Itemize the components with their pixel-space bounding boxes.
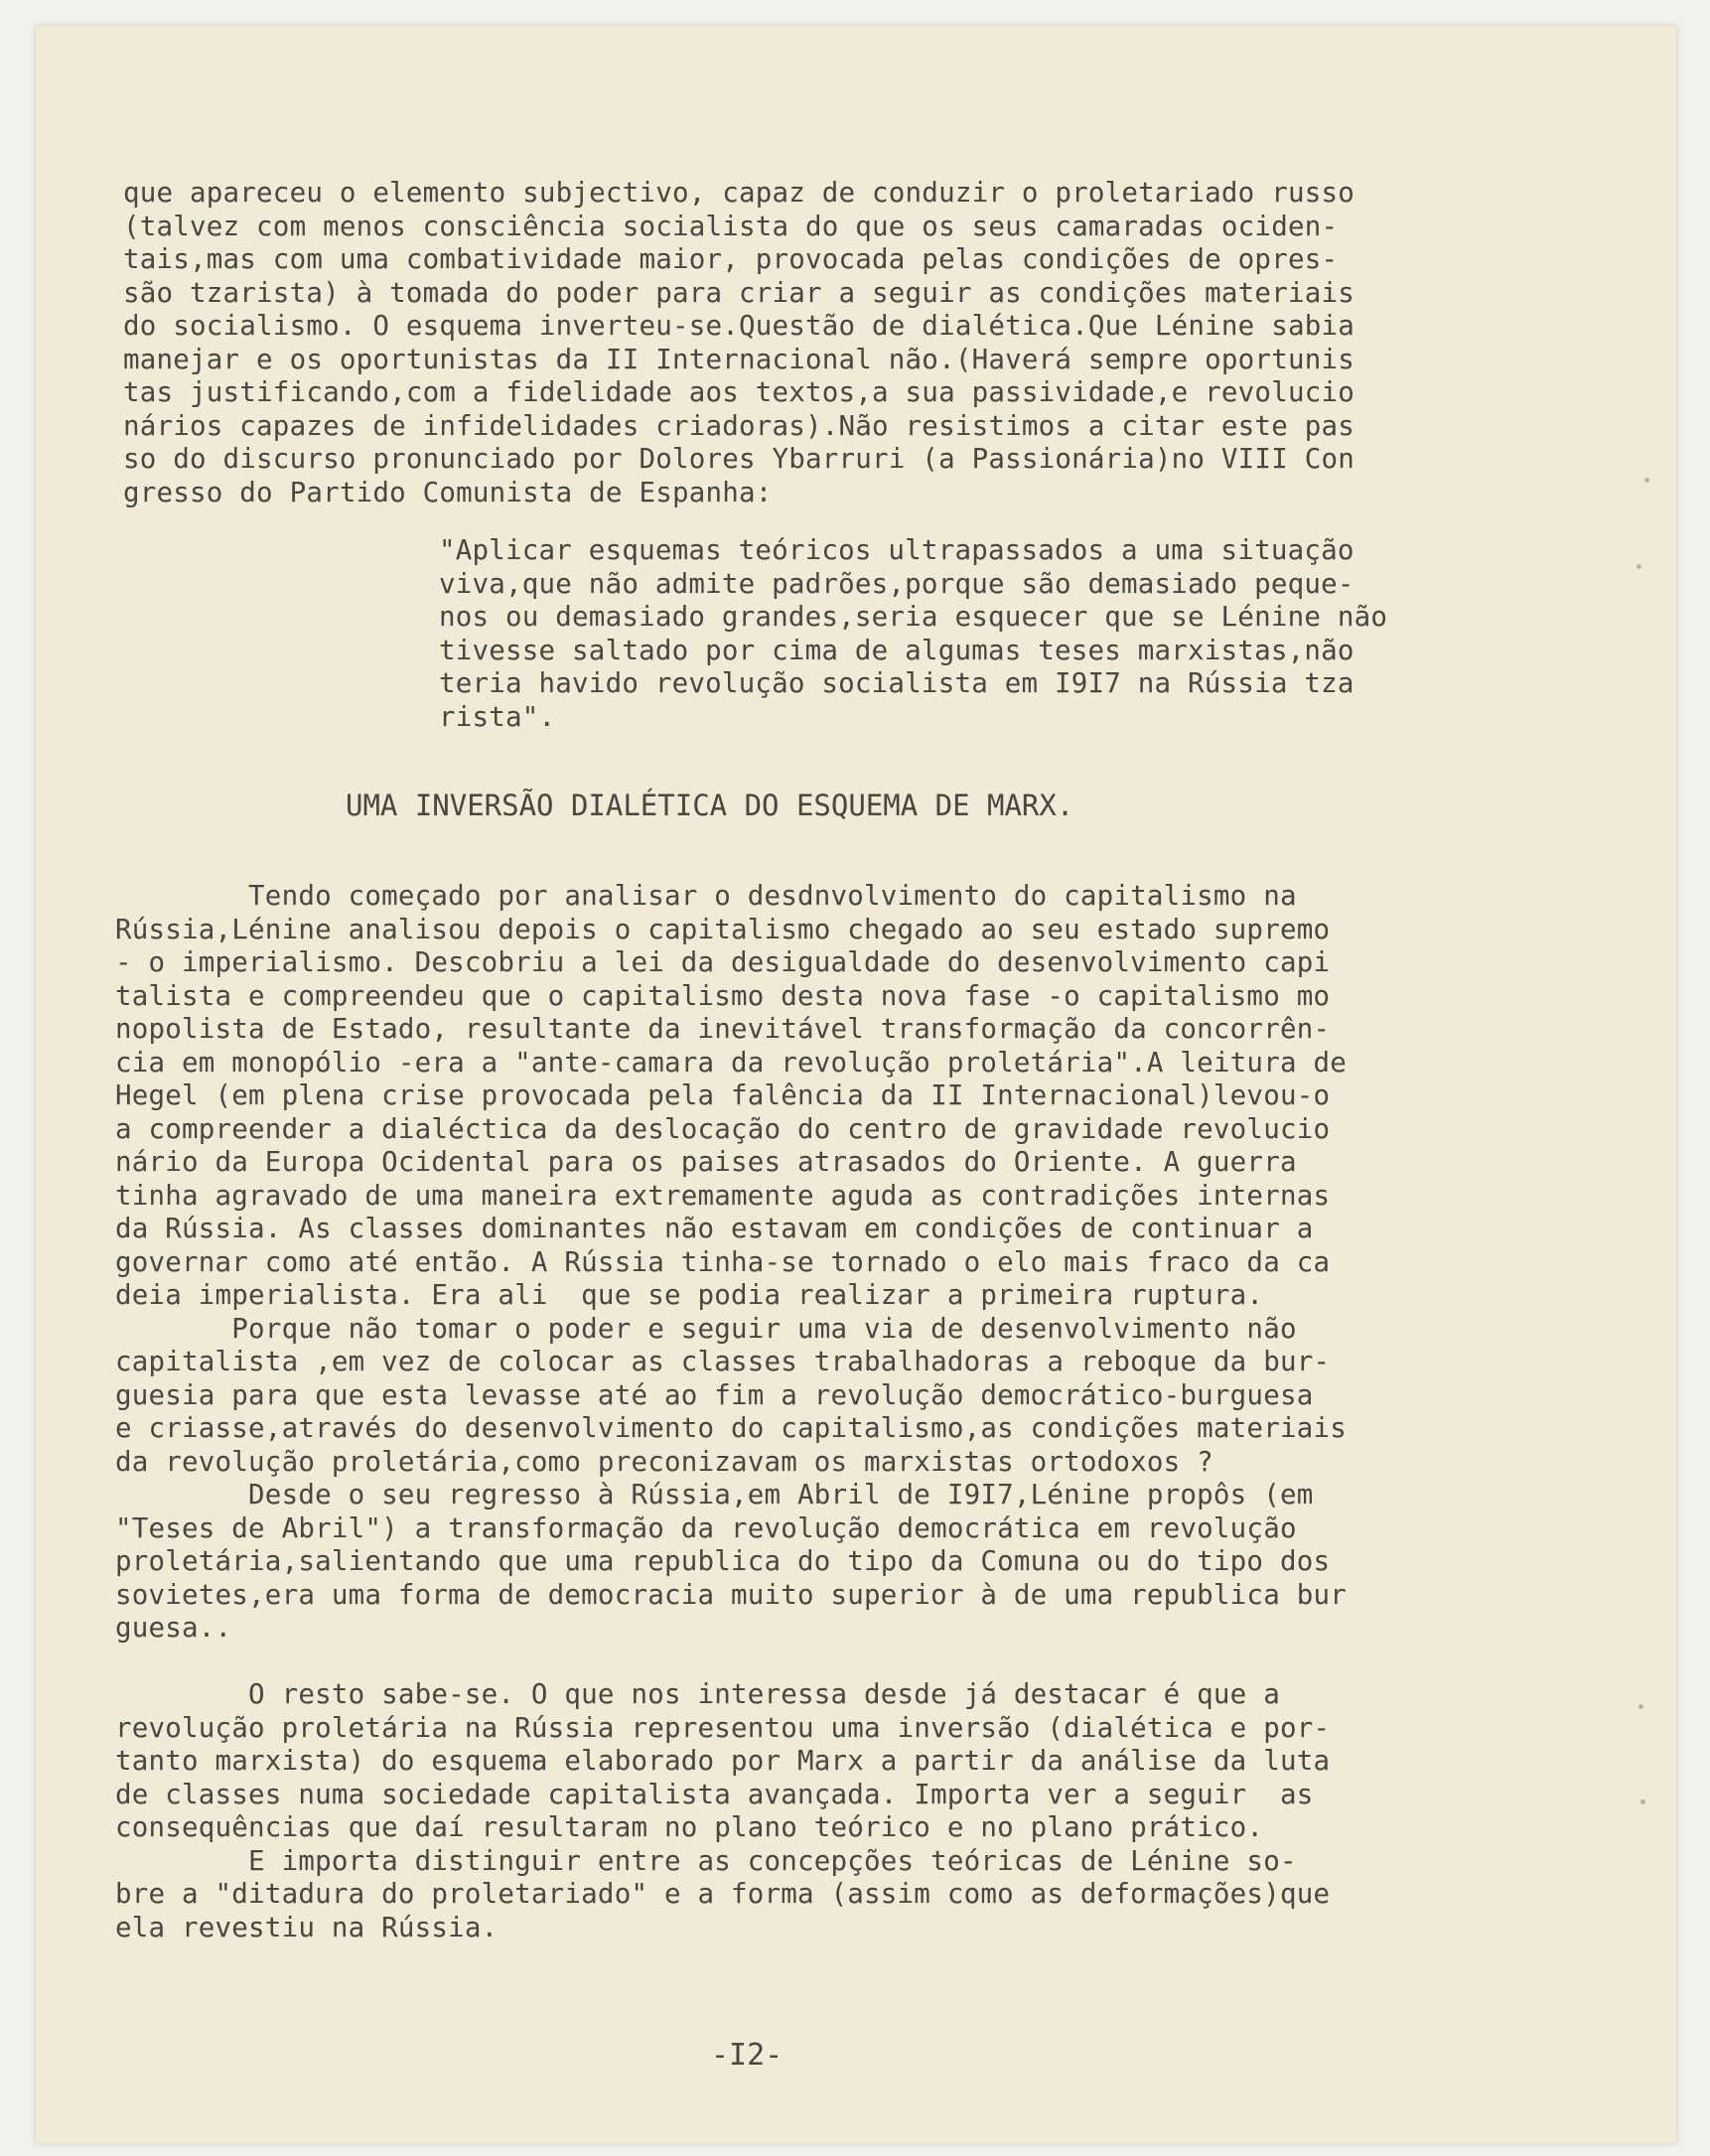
text-line: - o imperialismo. Descobriu a lei da desigualdade do desenvolvimento capi <box>115 946 1331 978</box>
paper-speck <box>1640 1799 1645 1804</box>
text-line: sovietes,era uma forma de democracia muito superior à de uma republica bur <box>115 1578 1347 1611</box>
text-line: tanto marxista) do esquema elaborado por Marx a partir da análise da luta <box>115 1745 1331 1777</box>
text-line: Hegel (em plena crise provocada pela falência da II Internacional)levou-o <box>115 1079 1331 1111</box>
text-line: nários capazes de infidelidades criadoras).Não resistimos a citar este pas <box>123 409 1354 442</box>
text-line: ela revestiu na Rússia. <box>115 1911 499 1943</box>
text-line: talista e compreendeu que o capitalismo desta nova fase -o capitalismo mo <box>115 979 1331 1012</box>
text-line <box>115 1646 1347 1679</box>
text-line: rista". <box>439 700 556 733</box>
text-line: tinha agravado de uma maneira extremamente aguda as contradições internas <box>115 1179 1331 1212</box>
text-line: teria havido revolução socialista em I9I7 na Rússia tza <box>439 667 1354 699</box>
text-line: cia em monopólio -era a "ante-camara da revolução proletária".A leitura de <box>115 1046 1347 1078</box>
paper-speck <box>1644 478 1649 483</box>
section-heading: UMA INVERSÃO DIALÉTICA DO ESQUEMA DE MARX. <box>346 789 1074 822</box>
text-line: nos ou demasiado grandes,seria esquecer que se Lénine não <box>439 601 1388 633</box>
text-line: e criasse,através do desenvolvimento do capitalismo,as condições materiais <box>115 1412 1347 1444</box>
text-line: guesia para que esta levasse até ao fim a revolução democrático-burguesa <box>115 1378 1314 1411</box>
text-line: O resto sabe-se. O que nos interessa desde já destacar é que a <box>115 1678 1280 1710</box>
text-line: "Teses de Abril") a transformação da revolução democrática em revolução <box>115 1511 1297 1544</box>
text-line: do socialismo. O esquema inverteu-se.Questão de dialética.Que Lénine sabia <box>123 310 1354 342</box>
paper-speck <box>1639 1704 1643 1709</box>
text-line: revolução proletária na Rússia representou uma inversão (dialética e por- <box>115 1711 1331 1744</box>
text-line: da revolução proletária,como preconizavam os marxistas ortodoxos ? <box>115 1445 1213 1478</box>
text-line: (talvez com menos consciência socialista do que os seus camaradas ociden- <box>123 210 1339 242</box>
text-line: viva,que não admite padrões,porque são demasiado peque- <box>439 567 1354 600</box>
text-line: bre a "ditadura do proletariado" e a forma (assim como as deformações)que <box>115 1878 1331 1910</box>
text-line: da Rússia. As classes dominantes não estavam em condições de continuar a <box>115 1213 1314 1244</box>
text-line: Desde o seu regresso à Rússia,em Abril de I9I7,Lénine propôs (em <box>115 1479 1314 1510</box>
text-line: de classes numa sociedade capitalista avançada. Importa ver a seguir as <box>115 1778 1314 1810</box>
block-quote-passionaria <box>439 534 1387 734</box>
text-line: nário da Europa Ocidental para os paises atrasados do Oriente. A guerra <box>115 1146 1297 1178</box>
text-line: a compreender a dialéctica da deslocação do centro de gravidade revolucio <box>115 1112 1331 1145</box>
text-line: que apareceu o elemento subjectivo, capaz de conduzir o proletariado russo <box>123 177 1354 209</box>
text-line: E importa distinguir entre as concepções teóricas de Lénine so- <box>115 1844 1297 1877</box>
text-line: nopolista de Estado, resultante da inevitável transformação da concorrên- <box>115 1013 1331 1045</box>
text-line: "Aplicar esquemas teóricos ultrapassados a uma situação <box>439 534 1354 566</box>
text-line: proletária,salientando que uma republica do tipo da Comuna ou do tipo dos <box>115 1545 1331 1577</box>
page-number: -I2- <box>711 2038 784 2073</box>
text-line: gresso do Partido Comunista de Espanha: <box>123 476 773 508</box>
text-line: manejar e os oportunistas da II Internacional não.(Haverá sempre oportunis <box>123 343 1354 375</box>
text-line: so do discurso pronunciado por Dolores Ybarruri (a Passionária)no VIII Con <box>123 443 1354 475</box>
paper-speck <box>1637 564 1641 569</box>
text-line: deia imperialista. Era ali que se podia realizar a primeira ruptura. <box>115 1279 1264 1311</box>
text-line: guesa.. <box>115 1612 232 1644</box>
text-line: tivesse saltado por cima de algumas teses marxistas,não <box>439 634 1354 666</box>
text-line: Rússia,Lénine analisou depois o capitalismo chegado ao seu estado supremo <box>115 913 1331 945</box>
text-line: são tzarista) à tomada do poder para criar a seguir as condições materiais <box>123 276 1354 309</box>
text-line: tas justificando,com a fidelidade aos textos,a sua passividade,e revolucio <box>123 376 1354 408</box>
paragraph-body <box>115 880 1347 1944</box>
paragraph-opening <box>123 177 1354 509</box>
text-line: Porque não tomar o poder e seguir uma via de desenvolvimento não <box>115 1312 1297 1345</box>
text-line: consequências que daí resultaram no plano teórico e no plano prático. <box>115 1811 1264 1843</box>
text-line: Tendo começado por analisar o desdnvolvimento do capitalismo na <box>115 880 1297 912</box>
text-line: governar como até então. A Rússia tinha-se tornado o elo mais fraco da ca <box>115 1245 1331 1278</box>
typewritten-page <box>36 26 1676 2143</box>
text-line: tais,mas com uma combatividade maior, provocada pelas condições de opres- <box>123 243 1339 275</box>
text-line: capitalista ,em vez de colocar as classes trabalhadoras a reboque da bur- <box>115 1346 1331 1377</box>
